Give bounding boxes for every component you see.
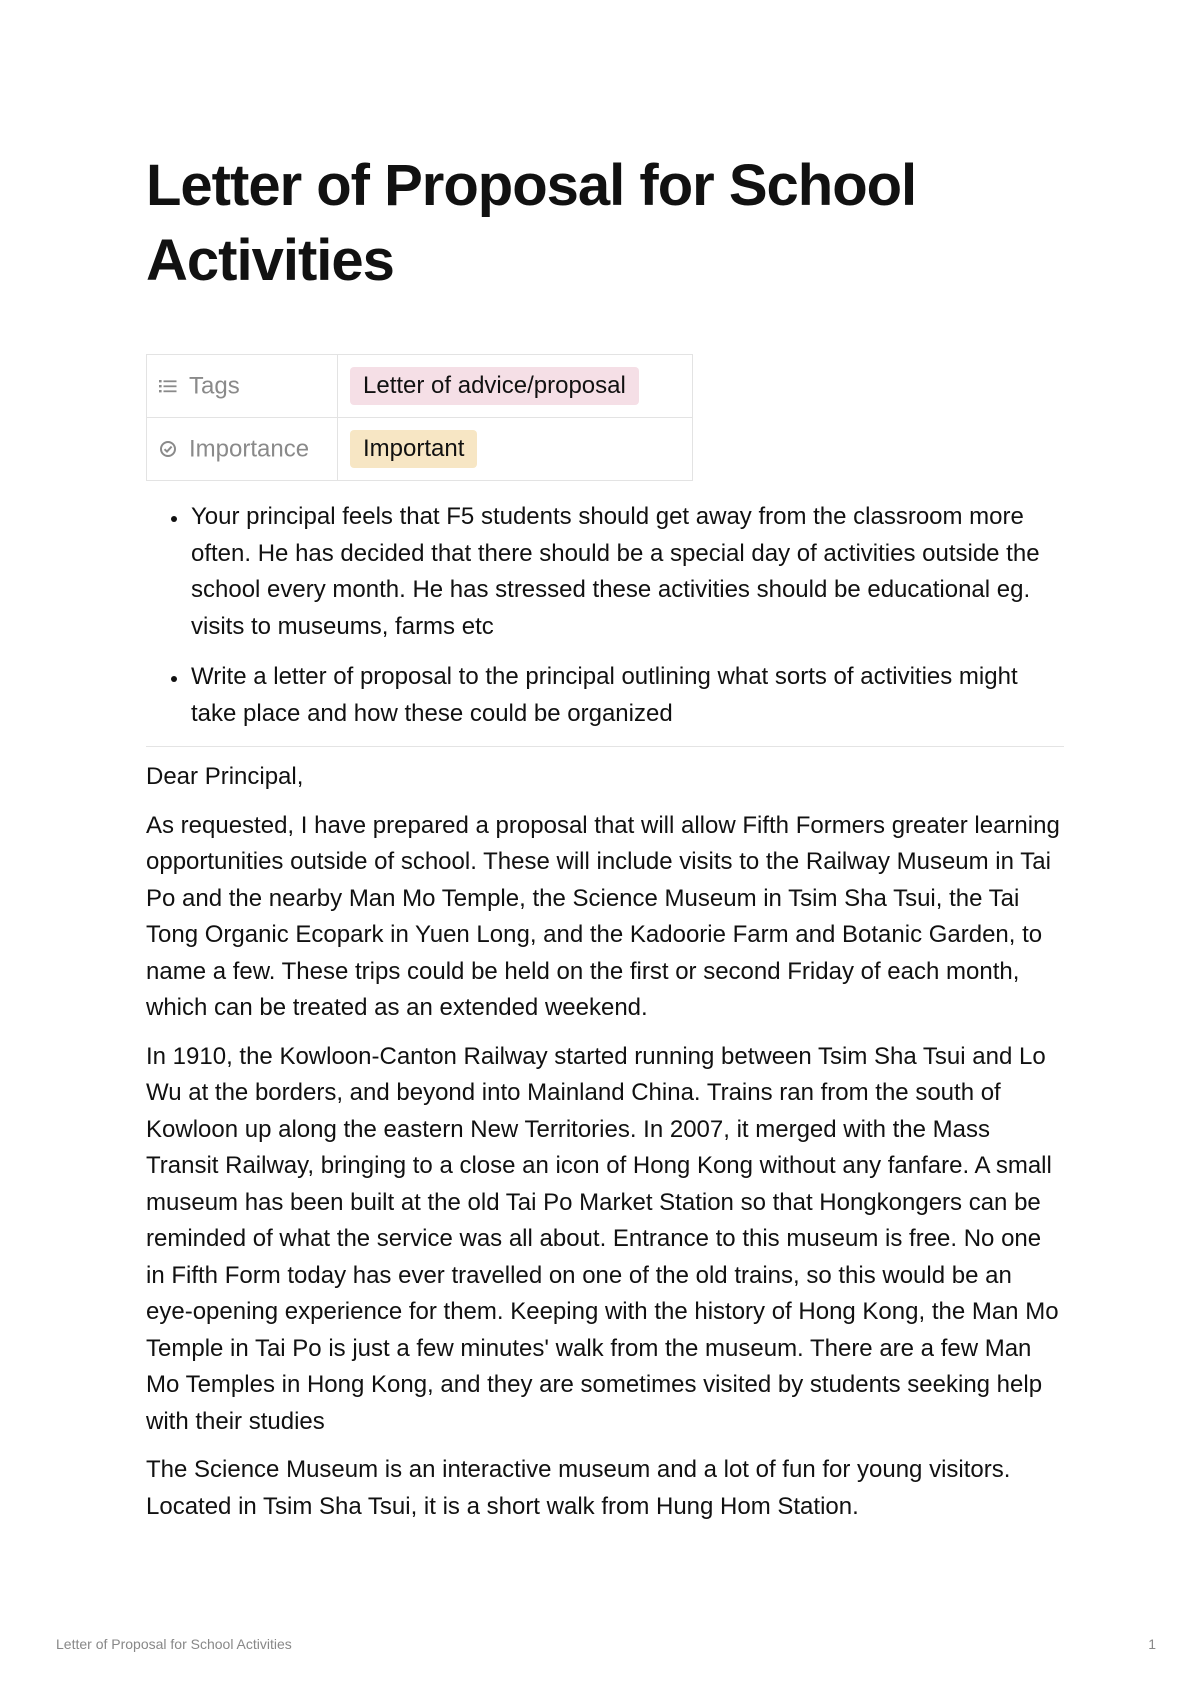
properties-table [146,354,693,481]
task-bullet-list [146,499,1064,732]
property-row-importance [147,418,693,481]
page-number: 1 [1148,1636,1156,1652]
document-page [146,0,1064,1537]
property-name-cell [147,418,338,481]
footer-title: Letter of Proposal for School Activities [56,1636,292,1652]
importance-badge[interactable]: Important [350,430,477,468]
target-icon [159,440,181,458]
list-item: • Your principal feels that F5 students should get away from the classroom more often. He has decided that there should be a special day of activities outside the school every month. He has stressed these activities should be educational eg. visits to museums, farms etc [189,499,1064,645]
property-row-tags [147,355,693,418]
property-value-cell [338,355,693,418]
list-item: • Write a letter of proposal to the principal outlining what sorts of activities might take place and how these could be organized [189,659,1064,732]
property-name-cell [147,355,338,418]
letter-body [146,759,1064,1525]
letter-paragraph: In 1910, the Kowloon-Canton Railway started running between Tsim Sha Tsui and Lo Wu at the borders, and beyond into Mainland China. Trains ran from the south of Kowloon up along the eastern New Territories. In 2007, it merged with the Mass Transit Railway, bringing to a close an icon of Hong Kong without any fanfare. A small museum has been built at the old Tai Po Market Station so that Hongkongers can be reminded of what the service was all about. Entrance to this museum is free. No one in Fifth Form today has ever travelled on one of the old trains, so this would be an eye-opening experience for them. Keeping with the history of Hong Kong, the Man Mo Temple in Tai Po is just a few minutes' walk from the museum. There are a few Man Mo Temples in Hong Kong, and they are sometimes visited by students seeking help with their studies [146,1042,1059,1435]
property-label: Tags [189,372,240,400]
tag-badge[interactable]: Letter of advice/proposal [350,367,639,405]
letter-paragraph: The Science Museum is an interactive museum and a lot of fun for young visitors. Located in Tsim Sha Tsui, it is a short walk from Hung Hom Station. [146,1456,1011,1520]
property-value-cell [338,418,693,481]
list-icon [159,378,181,394]
page-title: Letter of Proposal for School Activities [146,153,917,293]
letter-salutation: Dear Principal, [146,763,304,790]
divider [146,746,1064,747]
property-label: Importance [189,435,310,463]
letter-paragraph: As requested, I have prepared a proposal that will allow Fifth Formers greater learning opportunities outside of school. These will include visits to the Railway Museum in Tai Po and the nearby Man Mo Temple, the Science Museum in Tsim Sha Tsui, the Tai Tong Organic Ecopark in Yuen Long, and the Kadoorie Farm and Botanic Garden, to name a few. These trips could be held on the first or second Friday of each month, which can be treated as an extended weekend. [146,811,1060,1021]
